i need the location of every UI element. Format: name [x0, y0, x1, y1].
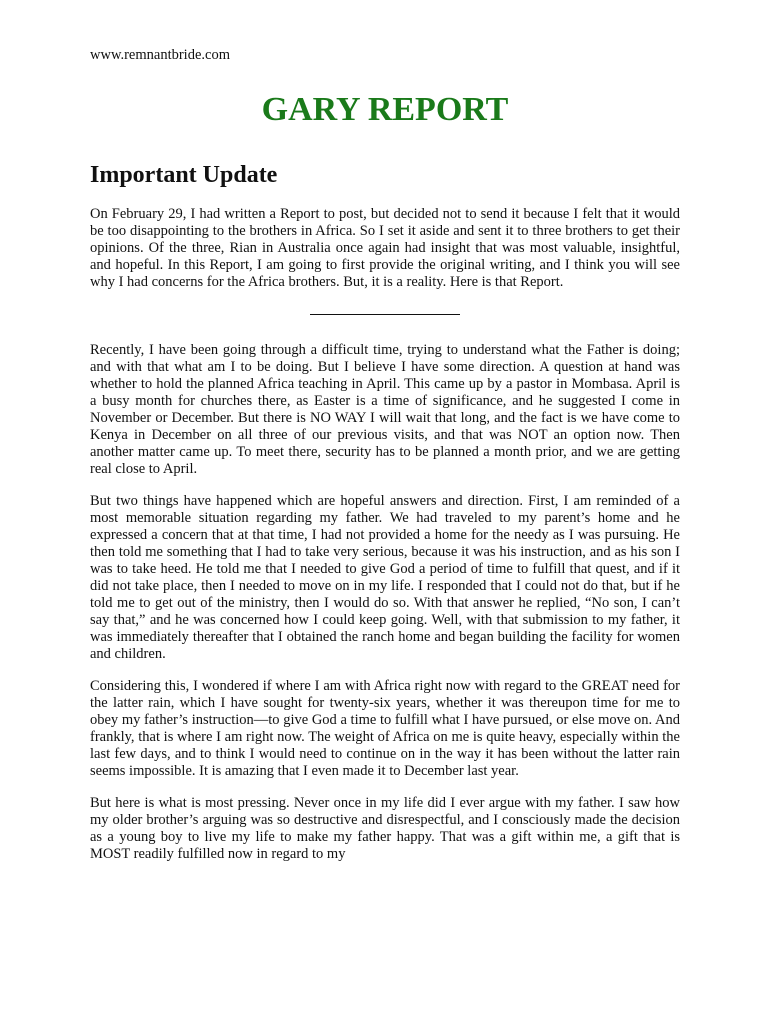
report-title: GARY REPORT: [261, 91, 509, 128]
separator-line: [310, 314, 460, 315]
intro-paragraph: On February 29, I had written a Report to post, but decided not to send it because I felt that it would be too disappointing to the brothers in Africa. So I set it aside and sent it to three brothers to get their opinions. Of the three, Rian in Australia once again had insight that was most valuable, insightful, and hopeful. In this Report, I am going to first provide the original writing, and I think you will see why I had concerns for the Africa brothers. But, it is a reality. Here is that Report.: [90, 206, 680, 290]
document-body: [90, 206, 680, 878]
body-paragraph: But two things have happened which are hopeful answers and direction. First, I am reminded of a most memorable situation regarding my father. We had traveled to my parent’s home and he expressed a concern that at that time, I had not provided a home for the needy as I was pursuing. He then told me something that I had to take very serious, because it was his instruction, and as his son I was to take heed. He told me that I needed to give God a period of time to fulfill that quest, and if it did not take place, then I needed to move on in my life. I responded that I could not do that, but if he told me to get out of the ministry, then I would do so. With that answer he replied, “No son, I can’t say that,” and he was concerned how I could keep going. Well, with that submission to my father, it was immediately thereafter that I obtained the ranch home and began building the facility for women and children.: [90, 493, 680, 662]
body-paragraph: But here is what is most pressing. Never once in my life did I ever argue with my father. I saw how my older brother’s arguing was so destructive and disrespectful, and I consciously made the decision as a young boy to live my life to make my father happy. That was a gift within me, a gift that is MOST readily fulfilled now in regard to my: [90, 795, 680, 862]
body-paragraph: Recently, I have been going through a difficult time, trying to understand what the Father is doing; and with that what am I to be doing. But I believe I have some direction. A question at hand was whether to hold the planned Africa teaching in April. This came up by a pastor in Mombasa. April is a busy month for churches there, as Easter is a time of significance, and he suggested I come in November or December. But there is NO WAY I will wait that long, and the fact is we have come to Kenya in December on all three of our previous visits, and that was NOT an option now. Then another matter came up. To meet there, security has to be planned a month prior, and we are getting real close to April.: [90, 342, 680, 477]
site-url: www.remnantbride.com: [90, 47, 230, 63]
body-paragraph: Considering this, I wondered if where I am with Africa right now with regard to the GREAT need for the latter rain, which I have sought for twenty-six years, whether it was thereupon time for me to obey my father’s instruction—to give God a time to fulfill what I have pursued, or else move on. And frankly, that is where I am right now. The weight of Africa on me is quite heavy, especially within the last few days, and to think I would need to continue on in the way it has been without the latter rain seems impossible. It is amazing that I even made it to December last year.: [90, 678, 680, 779]
section-heading: Important Update: [90, 162, 278, 188]
